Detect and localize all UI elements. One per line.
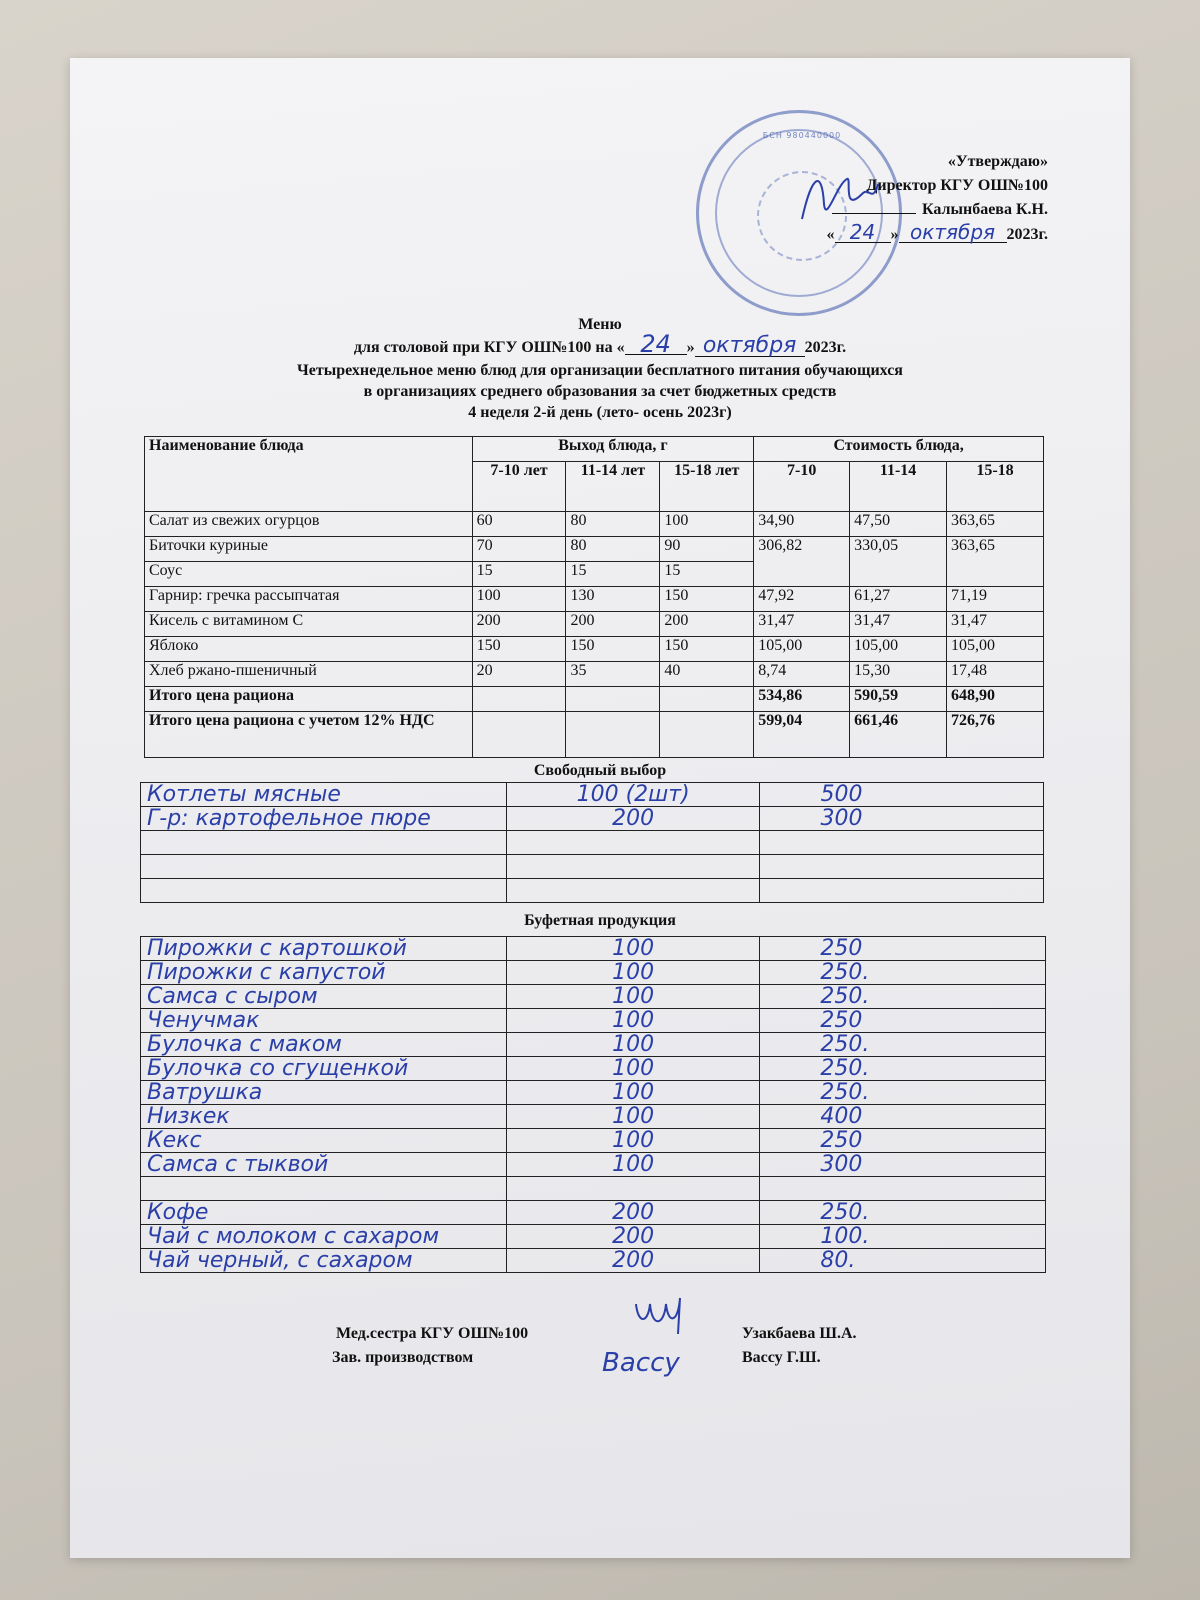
output-value: 150 — [472, 637, 566, 662]
buffet-weight: 100 — [612, 1152, 655, 1177]
chef-name: Вассу Г.Ш. — [742, 1349, 821, 1366]
approval-line-2: Директор КГУ ОШ№100 — [866, 177, 1048, 194]
table-row — [145, 512, 1044, 537]
col-output: Выход блюда, г — [472, 437, 754, 462]
output-value: 130 — [566, 587, 660, 612]
cost-value: 17,48 — [947, 662, 1044, 687]
cost-value: 363,65 — [947, 537, 1044, 587]
buffet-row — [141, 1249, 1046, 1273]
cost-value: 105,00 — [850, 637, 947, 662]
buffet-row — [141, 961, 1046, 985]
cost-value: 47,50 — [850, 512, 947, 537]
buffet-name-cell — [141, 1225, 507, 1249]
free-choice-price-cell — [760, 807, 1044, 831]
buffet-weight-cell — [506, 1033, 760, 1057]
output-value: 100 — [472, 587, 566, 612]
buffet-price-cell — [760, 1225, 1046, 1249]
buffet-row — [141, 937, 1046, 961]
menu-week-day: 4 неделя 2-й день (лето- осень 2023г) — [468, 404, 732, 421]
buffet-row — [141, 1009, 1046, 1033]
buffet-weight-cell — [506, 961, 760, 985]
buffet-weight-cell — [506, 1105, 760, 1129]
buffet-price: 100. — [820, 1224, 870, 1249]
buffet-weight-cell — [506, 1153, 760, 1177]
buffet-row — [141, 1153, 1046, 1177]
buffet-row — [141, 1033, 1046, 1057]
output-value: 15 — [660, 562, 754, 587]
buffet-weight-cell — [506, 1249, 760, 1273]
cost-value: 105,00 — [754, 637, 850, 662]
total-row — [145, 687, 1044, 712]
buffet-price: 250. — [820, 984, 870, 1009]
buffet-weight: 100 — [612, 936, 655, 961]
date-open: « — [826, 226, 835, 243]
buffet-row — [141, 985, 1046, 1009]
output-value: 15 — [472, 562, 566, 587]
document-page — [70, 58, 1130, 1558]
director-signature — [792, 164, 882, 234]
buffet-name-cell — [141, 1201, 507, 1225]
free-choice-name-cell — [141, 879, 507, 903]
col-cost: Стоимость блюда, — [754, 437, 1044, 462]
buffet-weight-cell — [506, 1057, 760, 1081]
cost-value: 330,05 — [850, 537, 947, 587]
free-choice-price: 500 — [820, 782, 863, 807]
dish-name: Биточки куриные — [145, 537, 473, 562]
output-value: 60 — [472, 512, 566, 537]
approval-day: 24 — [835, 222, 891, 243]
buffet-name: Самса с сыром — [147, 984, 318, 1009]
total-value: 534,86 — [754, 687, 850, 712]
dish-name: Салат из свежих огурцов — [145, 512, 473, 537]
buffet-row — [141, 1129, 1046, 1153]
buffet-price: 250. — [820, 1032, 870, 1057]
approval-line-1: «Утверждаю» — [947, 153, 1048, 170]
buffet-weight-cell — [506, 1201, 760, 1225]
buffet-name-cell — [141, 1081, 507, 1105]
director-name: Калынбаева К.Н. — [921, 201, 1048, 218]
cost-value: 31,47 — [754, 612, 850, 637]
free-choice-row — [141, 831, 1044, 855]
total-value: 648,90 — [947, 687, 1044, 712]
buffet-weight: 100 — [612, 984, 655, 1009]
free-choice-row — [141, 807, 1044, 831]
chef-signature: Вассу — [602, 1348, 680, 1378]
buffet-weight-cell — [506, 985, 760, 1009]
buffet-price-cell — [760, 1081, 1046, 1105]
buffet-name-cell — [141, 985, 507, 1009]
table-row — [145, 587, 1044, 612]
buffet-price: 80. — [820, 1248, 856, 1273]
buffet-name: Низкек — [147, 1104, 230, 1129]
buffet-price-cell — [760, 1153, 1046, 1177]
free-choice-price: 300 — [820, 806, 863, 831]
total-vat-value: 599,04 — [754, 712, 850, 758]
cost-value: 306,82 — [754, 537, 850, 587]
output-value: 80 — [566, 537, 660, 562]
table-row — [145, 612, 1044, 637]
cost-value: 105,00 — [947, 637, 1044, 662]
nurse-name: Узакбаева Ш.А. — [742, 1325, 857, 1342]
buffet-name: Пирожки с капустой — [147, 960, 386, 985]
buffet-weight-cell — [506, 1225, 760, 1249]
buffet-price: 400 — [820, 1104, 863, 1129]
free-choice-weight-cell — [506, 855, 760, 879]
output-value: 100 — [660, 512, 754, 537]
buffet-name: Чай с молоком с сахаром — [147, 1224, 440, 1249]
cost-value: 47,92 — [754, 587, 850, 612]
output-value: 200 — [472, 612, 566, 637]
date-mid: » — [890, 226, 899, 243]
buffet-row — [141, 1225, 1046, 1249]
age-output-11-14: 11-14 лет — [566, 462, 660, 512]
age-cost-7-10: 7-10 — [754, 462, 850, 512]
buffet-price-cell — [760, 1201, 1046, 1225]
buffet-price: 250. — [820, 960, 870, 985]
table-row — [145, 662, 1044, 687]
col-dish-name: Наименование блюда — [145, 437, 473, 512]
buffet-price-cell — [760, 1249, 1046, 1273]
cost-value: 15,30 — [850, 662, 947, 687]
buffet-name: Кофе — [147, 1200, 209, 1225]
output-value: 35 — [566, 662, 660, 687]
subtitle-mid: » — [686, 339, 695, 356]
dish-name: Кисель с витамином С — [145, 612, 473, 637]
output-value: 150 — [660, 637, 754, 662]
buffet-price: 250 — [820, 936, 863, 961]
buffet-weight: 100 — [612, 1104, 655, 1129]
approval-month: октября — [899, 222, 1007, 243]
buffet-row — [141, 1201, 1046, 1225]
buffet-weight: 200 — [612, 1224, 655, 1249]
free-choice-price-cell — [760, 831, 1044, 855]
cost-value: 31,47 — [947, 612, 1044, 637]
buffet-name-cell — [141, 961, 507, 985]
buffet-name-cell — [141, 1105, 507, 1129]
age-cost-11-14: 11-14 — [850, 462, 947, 512]
free-choice-title: Свободный выбор — [533, 762, 667, 779]
cost-value: 31,47 — [850, 612, 947, 637]
buffet-weight: 100 — [612, 1080, 655, 1105]
nurse-signature — [630, 1294, 690, 1338]
free-choice-name-cell — [141, 831, 507, 855]
menu-title: Меню — [578, 316, 622, 333]
buffet-name-cell — [141, 1153, 507, 1177]
free-choice-name-cell — [141, 783, 507, 807]
buffet-price: 250. — [820, 1200, 870, 1225]
menu-subtitle — [70, 330, 1130, 358]
free-choice-weight-cell — [506, 879, 760, 903]
buffet-weight: 100 — [612, 1056, 655, 1081]
age-output-15-18: 15-18 лет — [660, 462, 754, 512]
free-choice-price-cell — [760, 855, 1044, 879]
output-value: 70 — [472, 537, 566, 562]
free-choice-name-cell — [141, 855, 507, 879]
buffet-name: Самса с тыквой — [147, 1152, 329, 1177]
buffet-name: Ватрушка — [147, 1080, 263, 1105]
buffet-price-cell — [760, 1057, 1046, 1081]
output-value: 200 — [660, 612, 754, 637]
buffet-price-cell — [760, 1129, 1046, 1153]
buffet-weight: 100 — [612, 1008, 655, 1033]
buffet-weight: 100 — [612, 1128, 655, 1153]
free-choice-weight-cell — [506, 831, 760, 855]
buffet-row — [141, 1057, 1046, 1081]
buffet-name-cell — [141, 1249, 507, 1273]
buffet-weight-cell — [506, 1177, 760, 1201]
buffet-price-cell — [760, 1009, 1046, 1033]
buffet-price-cell — [760, 961, 1046, 985]
cost-value: 61,27 — [850, 587, 947, 612]
buffet-price: 300 — [820, 1152, 863, 1177]
buffet-price-cell — [760, 1177, 1046, 1201]
chef-label: Зав. производством — [332, 1349, 474, 1366]
cost-value: 34,90 — [754, 512, 850, 537]
menu-description-2: в организациях среднего образования за счет бюджетных средств — [363, 383, 837, 400]
free-choice-row — [141, 855, 1044, 879]
free-choice-price-cell — [760, 879, 1044, 903]
total-value: 590,59 — [850, 687, 947, 712]
total-vat-row — [145, 712, 1044, 758]
buffet-weight-cell — [506, 1129, 760, 1153]
approval-year: 2023г. — [1006, 226, 1048, 243]
buffet-table — [140, 936, 1046, 1273]
free-choice-weight-cell — [506, 783, 760, 807]
buffet-name: Булочка со сгущенкой — [147, 1056, 409, 1081]
buffet-price-cell — [760, 1105, 1046, 1129]
output-value: 15 — [566, 562, 660, 587]
free-choice-weight: 100 (2шт) — [576, 782, 690, 807]
output-value: 40 — [660, 662, 754, 687]
buffet-name: Булочка с маком — [147, 1032, 342, 1057]
buffet-price: 250. — [820, 1056, 870, 1081]
total-vat-value: 661,46 — [850, 712, 947, 758]
table-row — [145, 637, 1044, 662]
free-choice-name: Котлеты мясные — [147, 782, 341, 807]
free-choice-row — [141, 879, 1044, 903]
output-value: 150 — [660, 587, 754, 612]
total-vat-value: 726,76 — [947, 712, 1044, 758]
free-choice-name-cell — [141, 807, 507, 831]
cost-value: 8,74 — [754, 662, 850, 687]
subtitle-suffix: 2023г. — [804, 339, 847, 356]
output-value: 90 — [660, 537, 754, 562]
output-value: 200 — [566, 612, 660, 637]
buffet-name: Кекс — [147, 1128, 202, 1153]
buffet-name: Чай черный, с сахаром — [147, 1248, 413, 1273]
buffet-name-cell — [141, 1057, 507, 1081]
total-vat-label: Итого цена рациона с учетом 12% НДС — [145, 712, 473, 758]
free-choice-name: Г-р: картофельное пюре — [147, 806, 431, 831]
buffet-name-cell — [141, 937, 507, 961]
output-value: 150 — [566, 637, 660, 662]
buffet-price: 250. — [820, 1080, 870, 1105]
age-output-7-10: 7-10 лет — [472, 462, 566, 512]
total-label: Итого цена рациона — [145, 687, 473, 712]
cost-value: 71,19 — [947, 587, 1044, 612]
buffet-weight: 100 — [612, 960, 655, 985]
buffet-weight: 200 — [612, 1248, 655, 1273]
buffet-price-cell — [760, 1033, 1046, 1057]
age-cost-15-18: 15-18 — [947, 462, 1044, 512]
free-choice-price-cell — [760, 783, 1044, 807]
buffet-title: Буфетная продукция — [524, 912, 676, 929]
buffet-price-cell — [760, 937, 1046, 961]
buffet-name-cell — [141, 1009, 507, 1033]
free-choice-weight-cell — [506, 807, 760, 831]
buffet-weight-cell — [506, 1081, 760, 1105]
dish-name: Соус — [145, 562, 473, 587]
buffet-name-cell — [141, 1129, 507, 1153]
buffet-weight: 100 — [612, 1032, 655, 1057]
buffet-name: Пирожки с картошкой — [147, 936, 407, 961]
buffet-name: Ченучмак — [147, 1008, 260, 1033]
menu-month: октября — [695, 336, 805, 357]
buffet-price-cell — [760, 985, 1046, 1009]
menu-description-1: Четырехнедельное меню блюд для организации бесплатного питания обучающихся — [297, 362, 903, 379]
free-choice-row — [141, 783, 1044, 807]
dish-name: Хлеб ржано-пшеничный — [145, 662, 473, 687]
output-value: 80 — [566, 512, 660, 537]
subtitle-prefix: для столовой при КГУ ОШ№100 на « — [353, 339, 625, 356]
buffet-weight-cell — [506, 937, 760, 961]
buffet-name-cell — [141, 1033, 507, 1057]
dish-name: Яблоко — [145, 637, 473, 662]
menu-day: 24 — [625, 334, 687, 355]
free-choice-table — [140, 782, 1044, 903]
cost-value: 363,65 — [947, 512, 1044, 537]
output-value: 20 — [472, 662, 566, 687]
buffet-row — [141, 1177, 1046, 1201]
table-row — [145, 537, 1044, 562]
buffet-row — [141, 1081, 1046, 1105]
buffet-name-cell — [141, 1177, 507, 1201]
menu-table — [144, 436, 1044, 758]
stamp-text: БСН 980440000 — [762, 131, 842, 140]
buffet-row — [141, 1105, 1046, 1129]
dish-name: Гарнир: гречка рассыпчатая — [145, 587, 473, 612]
free-choice-weight: 200 — [612, 806, 655, 831]
buffet-weight-cell — [506, 1009, 760, 1033]
buffet-price: 250 — [820, 1008, 863, 1033]
buffet-price: 250 — [820, 1128, 863, 1153]
buffet-weight: 200 — [612, 1200, 655, 1225]
nurse-label: Мед.сестра КГУ ОШ№100 — [336, 1325, 529, 1342]
